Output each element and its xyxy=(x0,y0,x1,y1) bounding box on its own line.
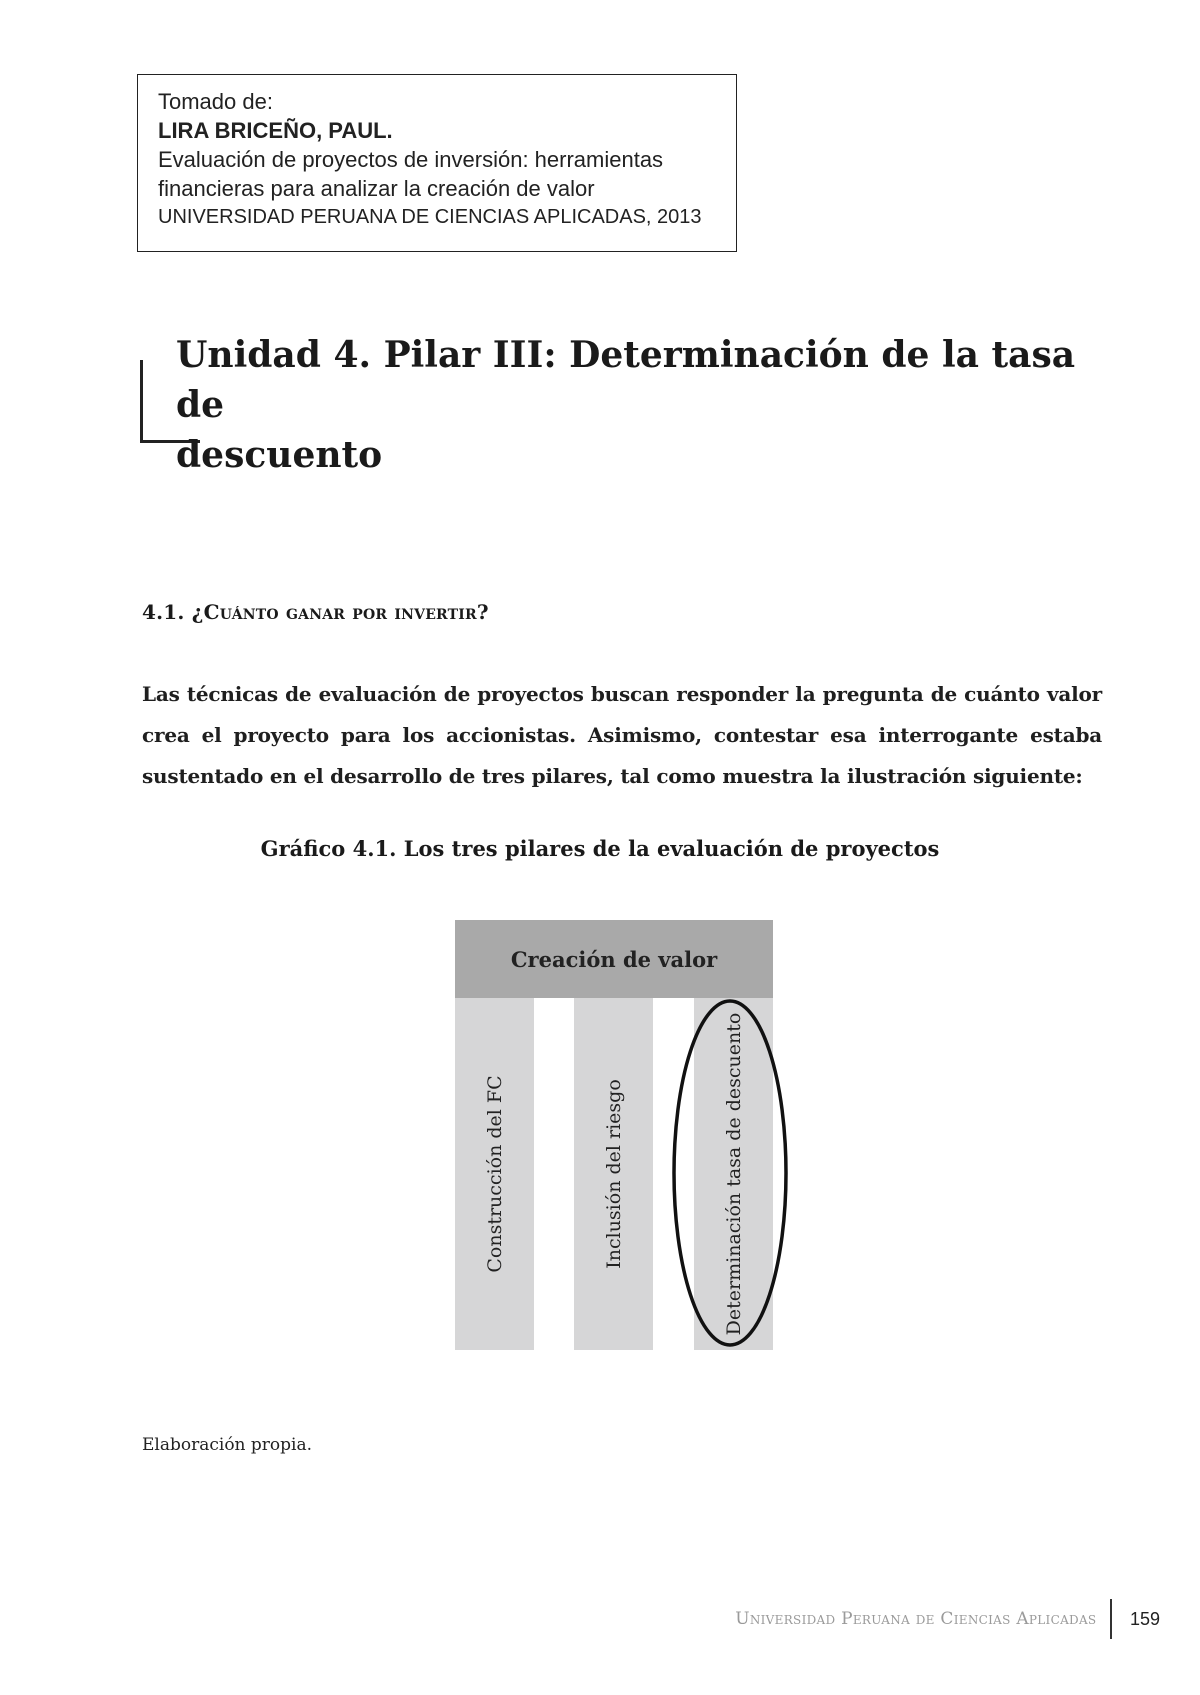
body-paragraph: Las técnicas de evaluación de proyectos buscan responder la pregunta de cuánto valor crea el proyecto para los accionistas. Asimismo, contestar esa interrogante estaba sustentado en el desarrollo de tres pilares, tal como muestra la ilustración siguiente: xyxy=(142,682,1102,788)
page-number: 159 xyxy=(1129,1608,1160,1629)
unit-title-line-2: descuento xyxy=(176,434,383,476)
pillar-label-discount-rate: Determinación tasa de descuento xyxy=(722,1012,745,1336)
section-title: ¿Cuánto ganar por invertir? xyxy=(191,600,489,624)
source-intro: Tomado de: xyxy=(158,89,273,114)
highlight-ellipse xyxy=(670,996,790,1350)
bracket-vertical-line xyxy=(140,360,143,443)
section-number: 4.1. xyxy=(142,600,185,624)
pillar-cash-flow xyxy=(455,998,534,1350)
source-author: LIRA BRICEÑO, PAUL. xyxy=(158,118,393,143)
pillar-label-risk: Inclusión del riesgo xyxy=(602,1079,625,1269)
footer-divider xyxy=(1110,1599,1112,1639)
page-footer xyxy=(735,1597,1160,1641)
pillar-label-cash-flow: Construcción del FC xyxy=(483,1075,506,1273)
figure-source-note: Elaboración propia. xyxy=(142,1435,313,1455)
figure-caption: Gráfico 4.1. Los tres pilares de la evaluación de proyectos xyxy=(260,836,940,861)
source-title-line-2: financieras para analizar la creación de valor xyxy=(158,176,595,201)
unit-title-line-1: Unidad 4. Pilar III: Determinación de la tasa de xyxy=(176,334,1076,426)
footer-institution: Universidad Peruana de Ciencias Aplicadas xyxy=(735,1609,1097,1629)
source-publisher: UNIVERSIDAD PERUANA DE CIENCIAS APLICADAS, 2013 xyxy=(158,206,702,228)
diagram-roof xyxy=(455,920,773,998)
section-heading xyxy=(142,600,489,624)
source-title-line-1: Evaluación de proyectos de inversión: herramientas xyxy=(158,147,664,172)
pillars-diagram xyxy=(455,920,773,1350)
pillar-risk xyxy=(574,998,653,1350)
unit-title xyxy=(176,330,1076,480)
source-citation-box xyxy=(137,74,737,252)
highlight-ellipse-shape xyxy=(674,1001,786,1345)
roof-label: Creación de valor xyxy=(510,946,718,972)
